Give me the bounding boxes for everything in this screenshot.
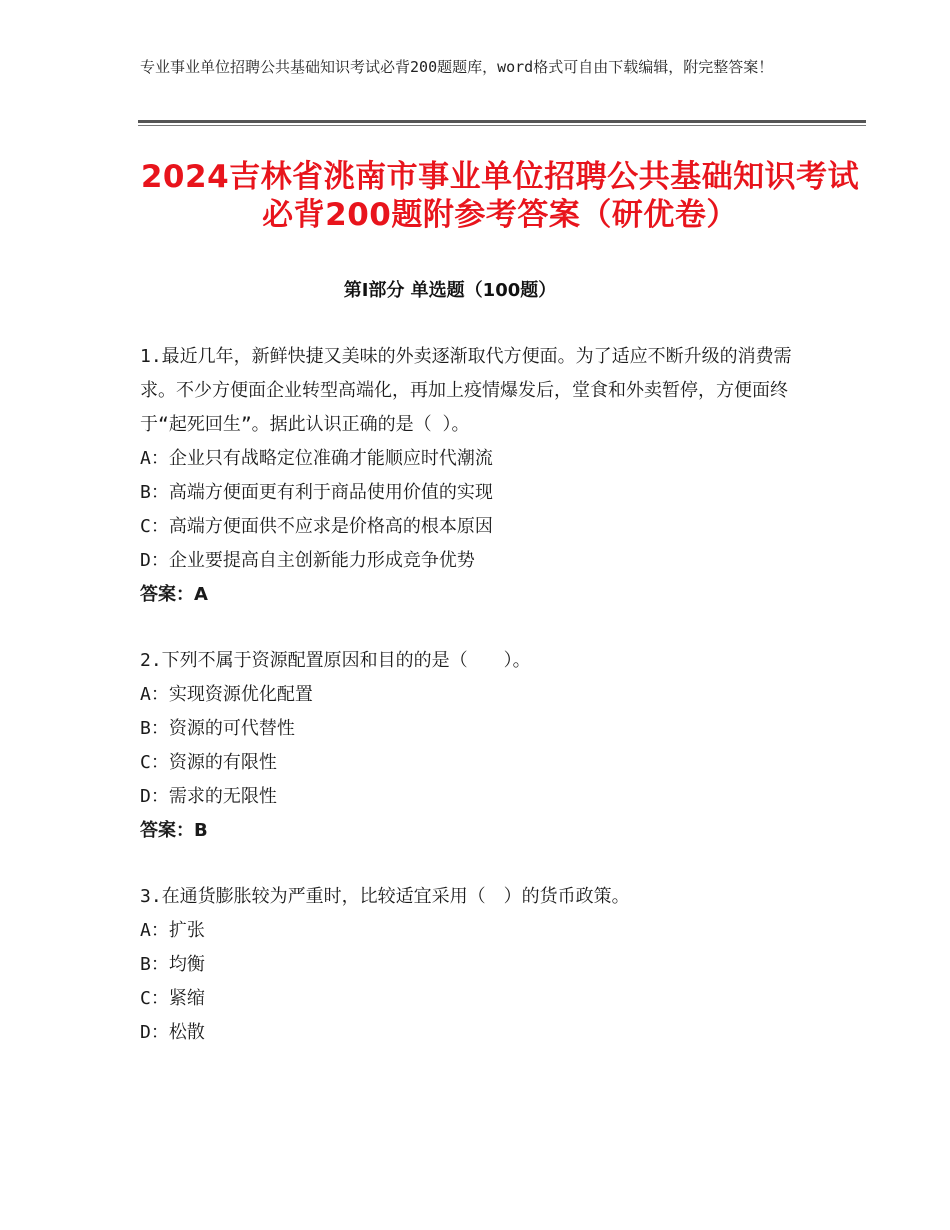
question-3 — [140, 880, 800, 1050]
answer: 答案：A — [140, 584, 208, 605]
question-list — [140, 340, 800, 1082]
option-c: C：高端方便面供不应求是价格高的根本原因 — [140, 516, 493, 537]
option-b: B：资源的可代替性 — [140, 718, 295, 739]
option-b: B：高端方便面更有利于商品使用价值的实现 — [140, 482, 493, 503]
option-b: B：均衡 — [140, 954, 205, 975]
option-a: A：实现资源优化配置 — [140, 684, 313, 705]
question-stem: 1.最近几年，新鲜快捷又美味的外卖逐渐取代方便面。为了适应不断升级的消费需求。不少方便面企业转型高端化，再加上疫情爆发后，堂食和外卖暂停，方便面终于“起死回生”。据此认识正确的是（ ）。 — [140, 346, 792, 435]
question-stem: 2.下列不属于资源配置原因和目的的是（ ）。 — [140, 650, 531, 671]
option-a: A：企业只有战略定位准确才能顺应时代潮流 — [140, 448, 493, 469]
option-c: C：资源的有限性 — [140, 752, 277, 773]
option-d: D：需求的无限性 — [140, 786, 277, 807]
option-c: C：紧缩 — [140, 988, 205, 1009]
document-title: 2024吉林省洮南市事业单位招聘公共基础知识考试必背200题附参考答案（研优卷） — [140, 159, 860, 233]
header-rule-thick — [138, 120, 866, 123]
question-1 — [140, 340, 800, 612]
option-d: D：企业要提高自主创新能力形成竞争优势 — [140, 550, 475, 571]
header-note: 专业事业单位招聘公共基础知识考试必背200题题库，word格式可自由下载编辑，附完整答案！ — [140, 58, 774, 76]
section-heading: 第Ⅰ部分 单选题（100题） — [343, 280, 557, 301]
answer: 答案：B — [140, 820, 208, 841]
question-2 — [140, 644, 800, 848]
header-rule-thin — [138, 125, 866, 126]
question-stem: 3.在通货膨胀较为严重时，比较适宜采用（ ）的货币政策。 — [140, 886, 630, 907]
option-d: D：松散 — [140, 1022, 205, 1043]
option-a: A：扩张 — [140, 920, 205, 941]
